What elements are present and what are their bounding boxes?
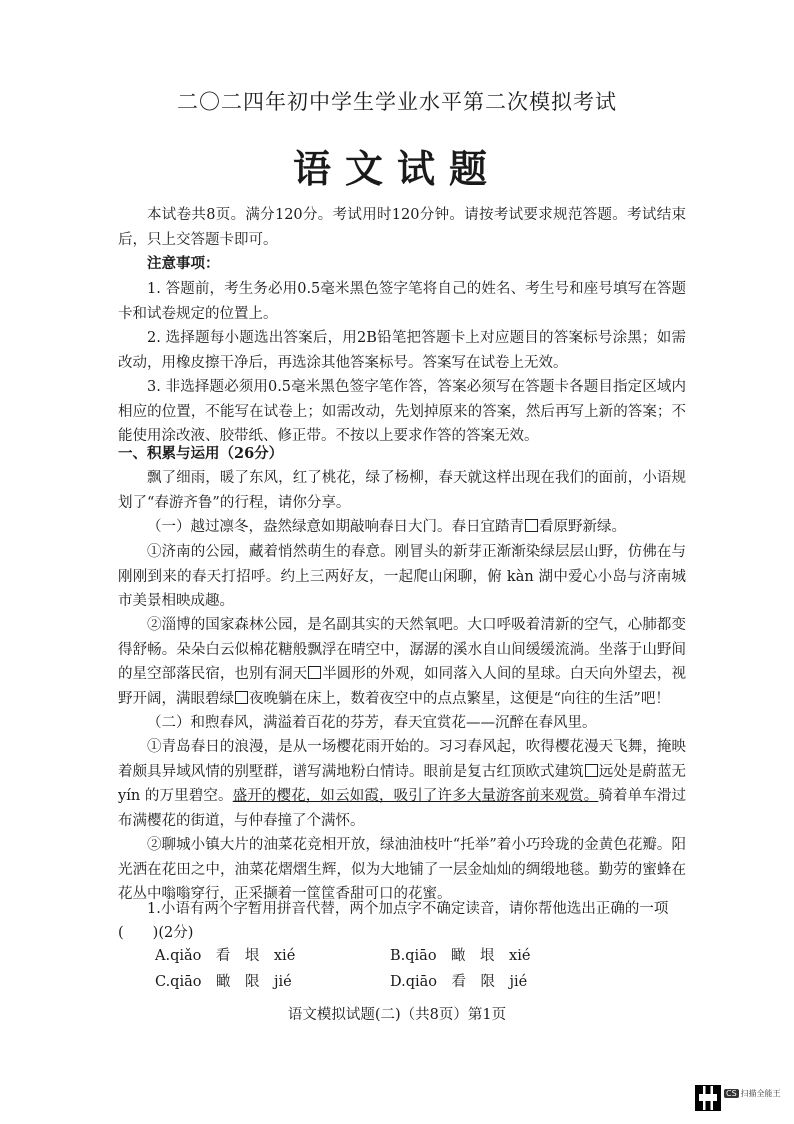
qingdao-text-b: 远处是蔚蓝无 yín 的万里碧空。 — [118, 763, 687, 804]
question-1-options — [155, 943, 625, 995]
blank-box — [308, 666, 321, 679]
blank-box — [525, 519, 538, 532]
option-a: A.qiǎo 看 垠 xié — [155, 948, 296, 964]
subject-title: 语文试题 — [292, 147, 501, 191]
scanner-badge-text: 扫描全能王 — [740, 1089, 781, 1098]
intro-paragraph: 本试卷共8页。满分120分。考试用时120分钟。请按考试要求规范答题。考试结束后，只上交答题卡即可。 — [118, 207, 686, 248]
part2-heading: （二）和煦春风，满溢着百花的芬芳，春天宜赏花——沉醉在春风里。 — [147, 715, 597, 731]
paragraph-qingdao — [118, 735, 686, 833]
qingdao-text-c: 骑着单车滑过布满樱花的街道，与仲春撞了个满怀。 — [118, 788, 686, 829]
question-1-bracket: ( )(2分) — [118, 925, 194, 941]
part1-heading-text-b: 看原野新绿。 — [539, 519, 626, 535]
paragraph-zibo — [118, 613, 686, 711]
scanner-logo-icon: CS — [726, 1089, 737, 1098]
zibo-text-b: 半圆形的外观，如同落入人间的星球。白天向外望去，视野开阔，满眼碧绿 — [118, 666, 687, 707]
paragraph-jinan: ①济南的公园，藏着悄然萌生的春意。刚冒头的新芽正渐渐染绿层层山野，仿佛在与刚刚到来的春天打招呼。约上三两好友，一起爬山闲聊，俯 kàn 湖中爱心小岛与济南城市美景相映成趣。 — [118, 544, 686, 609]
option-b: B.qiāo 瞰 垠 xié — [390, 948, 531, 964]
options-row — [155, 943, 625, 969]
underlined-sentence: 盛开的樱花，如云如霞，吸引了许多大量游客前来观赏。 — [232, 788, 599, 804]
section-heading: 一、积累与运用（26分） — [118, 445, 284, 462]
section-lead: 飘了细雨，暖了东风，红了桃花，绿了杨柳，春天就这样出现在我们的面前，小语规划了“春游齐鲁”的行程，请你分享。 — [118, 470, 686, 511]
notice-item-2: 2. 选择题每小题选出答案后，用2B铅笔把答题卡上对应题目的答案标号涂黑；如需改动，用橡皮擦干净后，再选涂其他答案标号。答案写在试卷上无效。 — [118, 330, 686, 371]
exam-title: 二〇二四年初中学生学业水平第二次模拟考试 — [177, 90, 617, 114]
zibo-text-c: 夜晚躺在床上，数着夜空中的点点繁星，这便是“向往的生活”吧！ — [249, 690, 670, 707]
options-row — [155, 969, 625, 995]
notice-heading: 注意事项： — [147, 255, 220, 272]
part1-heading-text-a: （一）越过凛冬，盎然绿意如期敲响春日大门。春日宜踏青 — [147, 519, 524, 535]
paragraph-liaocheng: ②聊城小镇大片的油菜花竞相开放，绿油油枝叶“托举”着小巧玲珑的金黄色花瓣。阳光洒在花田之中，油菜花熠熠生辉，似为大地铺了一层金灿灿的绸缎地毯。勤劳的蜜蜂在花丛中嗡嗡穿行，正采撷着一筐筐香甜可口的花蜜。 — [118, 837, 686, 902]
scanner-badge — [724, 1088, 781, 1099]
qingdao-text-a: ①青岛春日的浪漫，是从一场樱花雨开始的。习习春风起，吹得樱花漫天飞舞，掩映着颇具异域风情的别墅群，谱写满地粉白情诗。眼前是复古红顶欧式建筑 — [118, 739, 686, 780]
option-d: D.qiāo 看 限 jié — [390, 974, 528, 990]
zibo-text-a: ②淄博的国家森林公园，是名副其实的天然氧吧。大口呼吸着清新的空气，心肺都变得舒畅。朵朵白云似棉花糖般飘浮在晴空中，潺潺的溪水自山间缓缓流淌。坐落于山野间的星空部落民宿，也别有洞天 — [118, 617, 686, 682]
notice-item-1: 1. 答题前，考生务必用0.5毫米黑色签字笔将自己的姓名、考生号和座号填写在答题卡和试卷规定的位置上。 — [118, 281, 686, 322]
notice-item-3: 3. 非选择题必须用0.5毫米黑色签字笔作答，答案必须写在答题卡各题目指定区域内相应的位置，不能写在试卷上；如需改动，先划掉原来的答案，然后再写上新的答案；不能使用涂改液、胶带纸、修正带。不按以上要求作答的答案无效。 — [118, 379, 686, 444]
page-footer: 语文模拟试题(二)（共8页）第1页 — [287, 1007, 507, 1023]
option-c: C.qiāo 瞰 限 jié — [155, 974, 292, 990]
blank-box — [585, 764, 598, 777]
qr-code-icon — [695, 1085, 721, 1111]
question-1-stem: 1.小语有两个字暂用拼音代替，两个加点字不确定读音，请你帮他选出正确的一项 — [147, 901, 669, 917]
part1-heading — [118, 515, 686, 540]
blank-box — [235, 691, 248, 704]
